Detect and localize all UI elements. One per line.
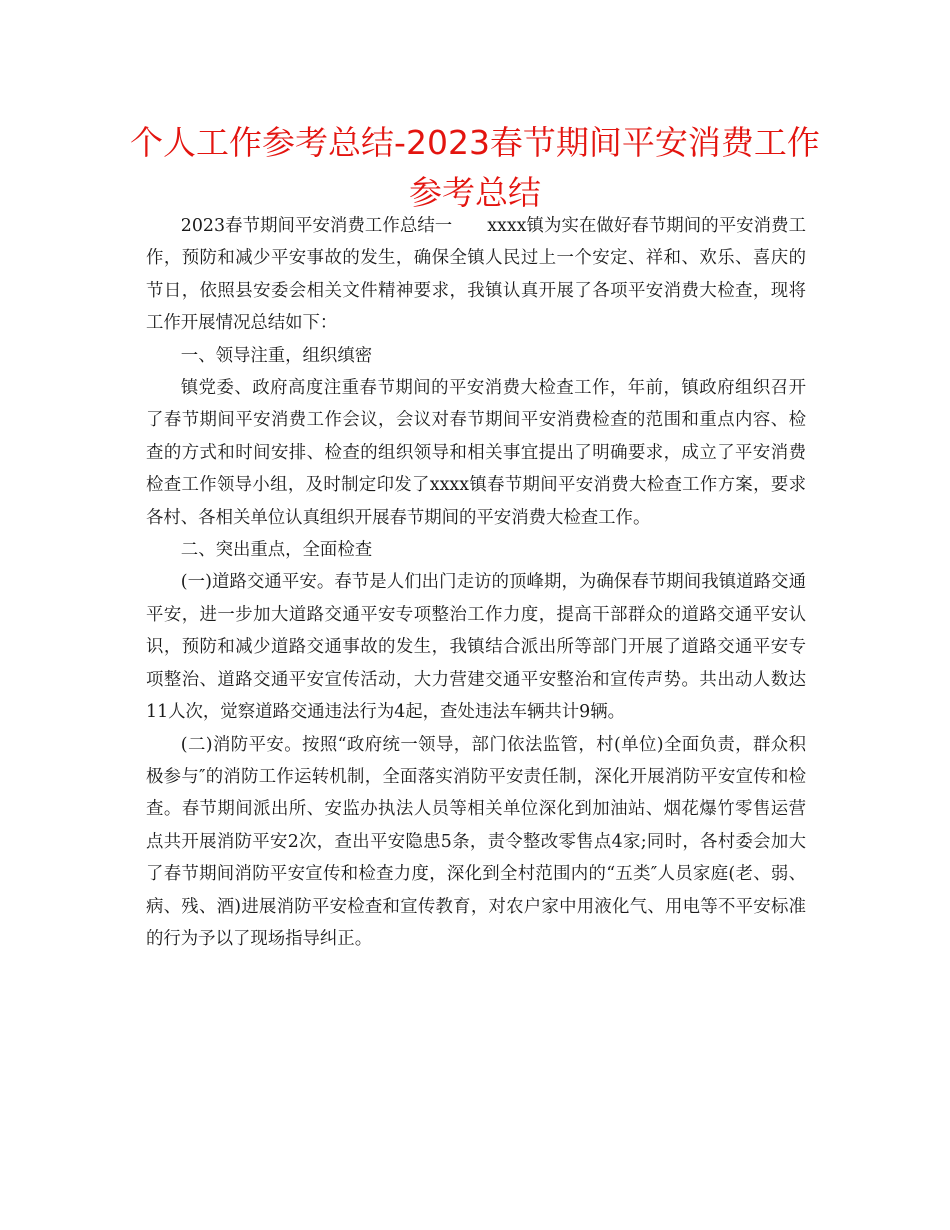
section-heading-inspection: 二、突出重点，全面检查 xyxy=(180,540,373,561)
paragraph-leadership: 镇党委、政府高度注重春节期间的平安消费大检查工作，年前，镇政府组织召开了春节期间平安消费工作会议，会议对春节期间平安消费检查的范围和重点内容、检查的方式和时间安排、检查的组织领导和相关事宜提出了明确要求，成立了平安消费检查工作领导小组，及时制定印发了xxxx镇春节期间平安消费大检查工作方案，要求各村、各相关单位认真组织开展春节期间的平安消费大检查工作。 xyxy=(146,378,806,528)
document-title: 个人工作参考总结-2023春节期间平安消费工作参考总结 xyxy=(130,123,820,212)
paragraph-fire-safety: (二)消防平安。按照“政府统一领导，部门依法监管，村(单位)全面负责，群众积极参与″的消防工作运转机制，全面落实消防平安责任制，深化开展消防平安宣传和检查。春节期间派出所、安监办执法人员等相关单位深化到加油站、烟花爆竹零售运营点共开展消防平安2次，查出平安隐患5条，责令整改零售点4家;同时，各村委会加大了春节期间消防平安宣传和检查力度，深化到全村范围内的“五类″人员家庭(老、弱、病、残、酒)进展消防平安检查和宣传教育，对农户家中用液化气、用电等不平安标准的行为予以了现场指导纠正。 xyxy=(146,734,806,949)
paragraph-intro: 2023春节期间平安消费工作总结一 xxxx镇为实在做好春节期间的平安消费工作，预防和减少平安事故的发生，确保全镇人民过上一个安定、祥和、欢乐、喜庆的节日，依照县安委会相关文件精神要求，我镇认真开展了各项平安消费大检查，现将工作开展情况总结如下： xyxy=(146,216,806,334)
section-heading-leadership: 一、领导注重，组织缜密 xyxy=(180,345,373,366)
document-body xyxy=(146,210,806,955)
paragraph-road-safety: (一)道路交通平安。春节是人们出门走访的顶峰期，为确保春节期间我镇道路交通平安，进一步加大道路交通平安专项整治工作力度，提高干部群众的道路交通平安认识，预防和减少道路交通事故的发生，我镇结合派出所等部门开展了道路交通平安专项整治、道路交通平安宣传活动，大力营建交通平安整治和宣传声势。共出动人数达11人次，觉察道路交通违法行为4起，查处违法车辆共计9辆。 xyxy=(146,572,806,723)
